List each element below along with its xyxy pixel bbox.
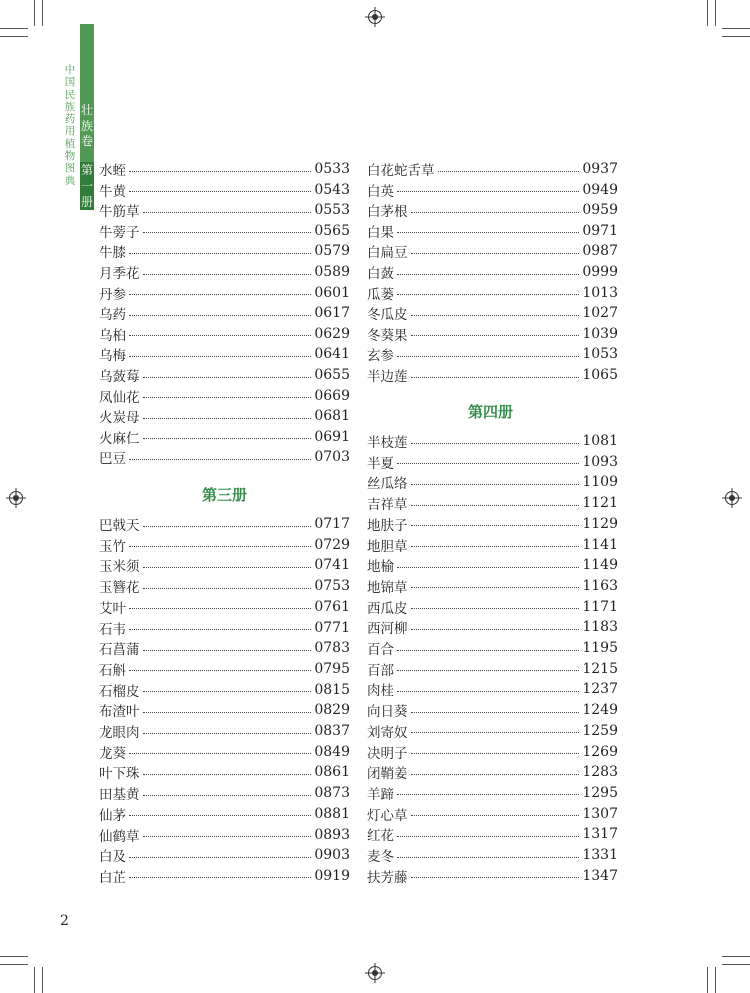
toc-entry [367, 576, 618, 596]
dot-leader [411, 815, 580, 816]
dot-leader [143, 774, 312, 775]
toc-entry-name: 牛黄 [99, 183, 126, 200]
toc-entry [99, 700, 350, 720]
toc-entry [99, 742, 350, 762]
toc-entry-page: 0641 [314, 346, 350, 363]
toc-entry-name: 玄参 [367, 348, 394, 365]
toc-entry [99, 159, 350, 179]
dot-leader [129, 191, 311, 192]
dot-leader [411, 732, 580, 733]
toc-entry-name: 乌蔹莓 [99, 369, 140, 385]
toc-entry-page: 0681 [314, 408, 350, 425]
toc-entry [99, 324, 350, 344]
toc-entry-page: 0959 [582, 202, 618, 219]
dot-leader [143, 650, 312, 651]
toc-entry-page: 0971 [582, 222, 618, 239]
toc-entry-name: 白茅根 [367, 204, 408, 221]
toc-entry-page: 0999 [582, 264, 618, 280]
toc-entry-name: 乌药 [99, 307, 126, 324]
dot-leader [411, 546, 580, 547]
crop-mark [34, 967, 35, 993]
dot-leader [129, 629, 311, 630]
toc-entry-name: 丹参 [99, 286, 126, 303]
toc-entry-page: 1109 [582, 474, 618, 491]
toc-entry-name: 冬葵果 [367, 327, 408, 344]
dot-leader [411, 335, 580, 336]
toc-entry [99, 555, 350, 575]
toc-entry-name: 白扁豆 [367, 245, 408, 262]
toc-entry-name: 西河柳 [367, 621, 408, 638]
toc-entry-page: 1053 [582, 346, 618, 363]
toc-entry-page: 0669 [314, 387, 350, 404]
toc-entry [99, 825, 350, 845]
dot-leader [397, 274, 579, 275]
toc-entry-page: 0741 [314, 557, 350, 574]
toc-entry-page: 0881 [314, 805, 350, 822]
toc-entry [99, 721, 350, 741]
toc-entry-page: 0919 [314, 867, 350, 884]
toc-entry [99, 200, 350, 220]
toc-entry-name: 仙鹤草 [99, 828, 140, 845]
toc-entry [99, 344, 350, 364]
toc-entry-name: 白花蛇舌草 [367, 163, 435, 179]
toc-entry [99, 283, 350, 303]
toc-entry-name: 百合 [367, 642, 394, 658]
toc-entry-name: 石榴皮 [99, 683, 140, 700]
toc-entry-name: 半夏 [367, 455, 394, 472]
toc-entry [99, 180, 350, 200]
toc-entry-name: 地锦草 [367, 579, 408, 596]
toc-entry [367, 824, 618, 844]
toc-entry-name: 羊蹄 [367, 786, 394, 803]
toc-entry-page: 1171 [582, 598, 618, 615]
toc-entry-name: 布渣叶 [99, 704, 140, 721]
toc-entry-name: 红花 [367, 828, 394, 845]
toc-entry-name: 凤仙花 [99, 389, 140, 406]
toc-entry [367, 514, 618, 534]
dot-leader [411, 212, 580, 213]
toc-entry [367, 324, 618, 344]
dot-leader [143, 377, 312, 378]
toc-entry-page: 0903 [314, 847, 350, 864]
toc-entry-name: 田基黄 [99, 787, 140, 804]
toc-entry-page: 1027 [582, 305, 618, 322]
toc-entry [99, 262, 350, 282]
crop-mark [0, 964, 28, 965]
dot-leader [129, 171, 311, 172]
toc-entry-page: 1215 [582, 660, 618, 677]
crop-mark [715, 0, 716, 26]
crop-mark [42, 967, 43, 993]
dot-leader [143, 438, 312, 439]
toc-entry [99, 303, 350, 323]
dot-leader [129, 546, 311, 547]
crop-mark [722, 36, 750, 37]
book-tag: 第一册 [80, 163, 93, 209]
dot-leader [411, 877, 580, 878]
toc-entry-name: 石斛 [99, 662, 126, 679]
toc-entry-name: 龙葵 [99, 745, 126, 762]
dot-leader [397, 691, 579, 692]
toc-entry-page: 1269 [582, 743, 618, 760]
crop-mark [34, 0, 35, 26]
toc-entry-page: 0617 [314, 305, 350, 322]
toc-entry [367, 535, 618, 555]
toc-entry [99, 680, 350, 700]
toc-entry-name: 玉竹 [99, 538, 126, 555]
toc-entry-page: 0771 [314, 619, 350, 636]
toc-entry [367, 638, 618, 658]
dot-leader [397, 294, 579, 295]
toc-entry-page: 1081 [582, 433, 618, 449]
toc-entry-name: 白果 [367, 224, 394, 241]
dot-leader [129, 294, 311, 295]
toc-entry [99, 866, 350, 886]
dot-leader [143, 567, 312, 568]
toc-entry-page: 1093 [582, 453, 618, 470]
toc-entry [367, 472, 618, 492]
dot-leader [397, 232, 579, 233]
toc-entry-page: 1163 [582, 577, 618, 594]
crop-mark [722, 964, 750, 965]
toc-entry [99, 514, 350, 534]
toc-entry-name: 闭鞘姜 [367, 766, 408, 783]
dot-leader [411, 629, 580, 630]
dot-leader [411, 505, 580, 506]
dot-leader [143, 836, 312, 837]
toc-entry-name: 牛筋草 [99, 204, 140, 221]
dot-leader [411, 315, 580, 316]
toc-entry-name: 水蛭 [99, 163, 126, 179]
registration-mark-bottom [368, 966, 382, 980]
toc-entry-name: 灯心草 [367, 807, 408, 824]
toc-entry-name: 玉簪花 [99, 580, 140, 597]
toc-entry-name: 白芷 [99, 869, 126, 886]
toc-entry-name: 瓜蒌 [367, 286, 394, 303]
toc-entry [367, 283, 618, 303]
toc-entry [367, 700, 618, 720]
toc-entry [99, 576, 350, 596]
dot-leader [411, 525, 580, 526]
toc-entry-name: 月季花 [99, 266, 140, 282]
toc-entry [367, 452, 618, 472]
toc-entry [99, 618, 350, 638]
crop-mark [722, 956, 750, 957]
toc-entry-name: 地榆 [367, 559, 394, 576]
toc-entry-page: 0937 [582, 161, 618, 177]
toc-entry-page: 0861 [314, 764, 350, 781]
toc-entry-name: 白及 [99, 849, 126, 866]
toc-entry [367, 783, 618, 803]
toc-entry-page: 0761 [314, 598, 350, 615]
toc-entry [367, 431, 618, 451]
toc-entry [99, 241, 350, 261]
toc-entry-name: 火麻仁 [99, 430, 140, 447]
toc-entry-name: 吉祥草 [367, 497, 408, 514]
dot-leader [143, 274, 312, 275]
toc-entry-page: 1283 [582, 764, 618, 781]
toc-entry-page: 1183 [582, 619, 618, 636]
dot-leader [143, 212, 312, 213]
dot-leader [411, 753, 580, 754]
toc-entry [367, 555, 618, 575]
toc-entry [99, 845, 350, 865]
toc-entry-name: 地肤子 [367, 517, 408, 534]
toc-entry [99, 427, 350, 447]
toc-entry-page: 1129 [582, 515, 618, 532]
toc-entry [367, 344, 618, 364]
dot-leader [129, 857, 311, 858]
toc-entry-name: 乌桕 [99, 327, 126, 344]
toc-entry [99, 535, 350, 555]
toc-entry-name: 向日葵 [367, 704, 408, 721]
toc-entry-page: 0795 [314, 660, 350, 677]
toc-entry-page: 1317 [582, 826, 618, 843]
toc-entry-name: 半边莲 [367, 369, 408, 385]
toc-entry-name: 艾叶 [99, 600, 126, 617]
toc-entry [367, 597, 618, 617]
toc-entry-name: 龙眼肉 [99, 725, 140, 741]
registration-mark-right [725, 491, 739, 505]
toc-entry-page: 0893 [314, 826, 350, 843]
dot-leader [129, 670, 311, 671]
toc-entry-name: 肉桂 [367, 683, 394, 700]
toc-entry [367, 262, 618, 282]
toc-entry-page: 0655 [314, 367, 350, 383]
toc-entry-page: 0703 [314, 449, 350, 466]
dot-leader [143, 712, 312, 713]
toc-entry-name: 半枝莲 [367, 435, 408, 451]
toc-entry-name: 石韦 [99, 621, 126, 638]
toc-entry [99, 447, 350, 467]
toc-entry-name: 扶芳藤 [367, 869, 408, 886]
toc-entry-page: 0783 [314, 640, 350, 657]
toc-entry-page: 0543 [314, 181, 350, 198]
toc-entry [367, 159, 618, 179]
toc-entry [367, 845, 618, 865]
toc-entry [99, 783, 350, 803]
toc-entry-name: 麦冬 [367, 849, 394, 865]
toc-entry-page: 0691 [314, 428, 350, 445]
toc-entry-name: 丝瓜络 [367, 476, 408, 493]
dot-leader [397, 857, 579, 858]
toc-entry [367, 241, 618, 261]
toc-entry-name: 叶下珠 [99, 766, 140, 783]
crop-mark [707, 0, 708, 26]
toc-entry-page: 0949 [582, 181, 618, 198]
dot-leader [143, 691, 312, 692]
book-series-title: 中国民族药用植物图典 [64, 64, 76, 187]
toc-entry-name: 白英 [367, 183, 394, 200]
dot-leader [411, 608, 580, 609]
dot-leader [143, 733, 312, 734]
dot-leader [129, 356, 311, 357]
dot-leader [143, 397, 312, 398]
toc-entry [367, 866, 618, 886]
dot-leader [129, 315, 311, 316]
toc-entry-page: 1347 [582, 867, 618, 884]
toc-entry [367, 679, 618, 699]
toc-entry-page: 1237 [582, 681, 618, 698]
toc-entry [99, 406, 350, 426]
toc-entry-name: 百部 [367, 662, 394, 679]
toc-entry-name: 决明子 [367, 745, 408, 762]
toc-entry-page: 1195 [582, 640, 618, 656]
toc-entry [99, 221, 350, 241]
toc-entry-page: 0729 [314, 536, 350, 553]
toc-entry-page: 0533 [314, 161, 350, 177]
crop-mark [722, 28, 750, 29]
toc-entry-page: 0753 [314, 578, 350, 595]
registration-mark-left [9, 491, 23, 505]
toc-entry [367, 742, 618, 762]
dot-leader [143, 418, 312, 419]
toc-entry-name: 冬瓜皮 [367, 307, 408, 324]
toc-entry [367, 200, 618, 220]
crop-mark [42, 0, 43, 26]
toc-entry [99, 638, 350, 658]
toc-entry [367, 221, 618, 241]
toc-entry-name: 白蔹 [367, 266, 394, 282]
dot-leader [129, 253, 311, 254]
toc-entry-page: 0553 [314, 202, 350, 219]
toc-entry-name: 刘寄奴 [367, 724, 408, 741]
toc-entry [367, 365, 618, 385]
dot-leader [143, 232, 312, 233]
toc-entry-page: 0873 [314, 785, 350, 802]
dot-leader [129, 459, 311, 460]
toc-entry [99, 386, 350, 406]
toc-entry-page: 1039 [582, 325, 618, 342]
toc-entry-page: 0815 [314, 681, 350, 698]
dot-leader [411, 774, 580, 775]
section-heading-volume-4: 第四册 [468, 403, 514, 421]
toc-entry-page: 1149 [582, 557, 618, 574]
dot-leader [411, 712, 580, 713]
dot-leader [129, 815, 311, 816]
toc-entry-page: 0829 [314, 702, 350, 719]
toc-entry-page: 0565 [314, 222, 350, 239]
dot-leader [411, 443, 580, 444]
toc-entry [99, 804, 350, 824]
dot-leader [397, 836, 579, 837]
toc-entry-page: 0629 [314, 325, 350, 342]
toc-entry [367, 180, 618, 200]
dot-leader [411, 377, 580, 378]
toc-entry-name: 牛蒡子 [99, 224, 140, 241]
toc-entry-page: 1121 [582, 495, 618, 512]
toc-entry [367, 659, 618, 679]
toc-entry [367, 804, 618, 824]
dot-leader [129, 335, 311, 336]
crop-mark [0, 28, 28, 29]
toc-entry-page: 0987 [582, 243, 618, 260]
toc-entry [367, 762, 618, 782]
page-number: 2 [60, 913, 69, 929]
toc-entry [367, 303, 618, 323]
dot-leader [397, 356, 579, 357]
registration-mark-top [368, 10, 382, 24]
dot-leader [143, 795, 312, 796]
toc-entry-name: 仙茅 [99, 807, 126, 824]
toc-entry-page: 0717 [314, 516, 350, 532]
toc-entry-page: 1307 [582, 805, 618, 822]
dot-leader [397, 670, 579, 671]
toc-entry-page: 1259 [582, 722, 618, 739]
crop-mark [715, 967, 716, 993]
toc-entry [367, 617, 618, 637]
toc-entry-name: 玉米须 [99, 559, 140, 576]
dot-leader [438, 171, 580, 172]
dot-leader [143, 526, 312, 527]
section-heading-volume-3: 第三册 [202, 486, 248, 504]
dot-leader [397, 567, 579, 568]
dot-leader [397, 463, 579, 464]
toc-entry-name: 巴戟天 [99, 518, 140, 534]
toc-entry [99, 597, 350, 617]
toc-entry-name: 牛膝 [99, 245, 126, 262]
crop-mark [707, 967, 708, 993]
toc-entry [99, 659, 350, 679]
toc-entry-page: 1065 [582, 367, 618, 383]
toc-entry [99, 365, 350, 385]
toc-entry-page: 0589 [314, 264, 350, 280]
crop-mark [0, 956, 28, 957]
toc-entry-name: 火炭母 [99, 410, 140, 427]
dot-leader [411, 587, 580, 588]
toc-entry-page: 1249 [582, 702, 618, 719]
toc-entry-page: 0579 [314, 243, 350, 260]
dot-leader [397, 191, 579, 192]
dot-leader [411, 484, 580, 485]
toc-entry-page: 1331 [582, 847, 618, 863]
dot-leader [397, 794, 579, 795]
dot-leader [397, 650, 579, 651]
toc-entry [367, 493, 618, 513]
toc-entry-page: 1013 [582, 284, 618, 301]
toc-entry [367, 721, 618, 741]
toc-entry-name: 地胆草 [367, 538, 408, 555]
dot-leader [129, 877, 311, 878]
toc-entry-page: 1141 [582, 536, 618, 553]
dot-leader [143, 588, 312, 589]
toc-entry-page: 0849 [314, 743, 350, 760]
dot-leader [129, 753, 311, 754]
toc-entry-name: 乌梅 [99, 348, 126, 365]
toc-entry-page: 0601 [314, 284, 350, 301]
volume-tag: 壮族卷 [80, 103, 93, 148]
dot-leader [411, 253, 580, 254]
toc-entry-page: 0837 [314, 723, 350, 739]
crop-mark [0, 36, 28, 37]
toc-entry-name: 西瓜皮 [367, 600, 408, 617]
dot-leader [129, 608, 311, 609]
toc-entry-name: 巴豆 [99, 451, 126, 468]
toc-entry [99, 762, 350, 782]
toc-entry-name: 石菖蒲 [99, 642, 140, 659]
toc-entry-page: 1295 [582, 784, 618, 801]
